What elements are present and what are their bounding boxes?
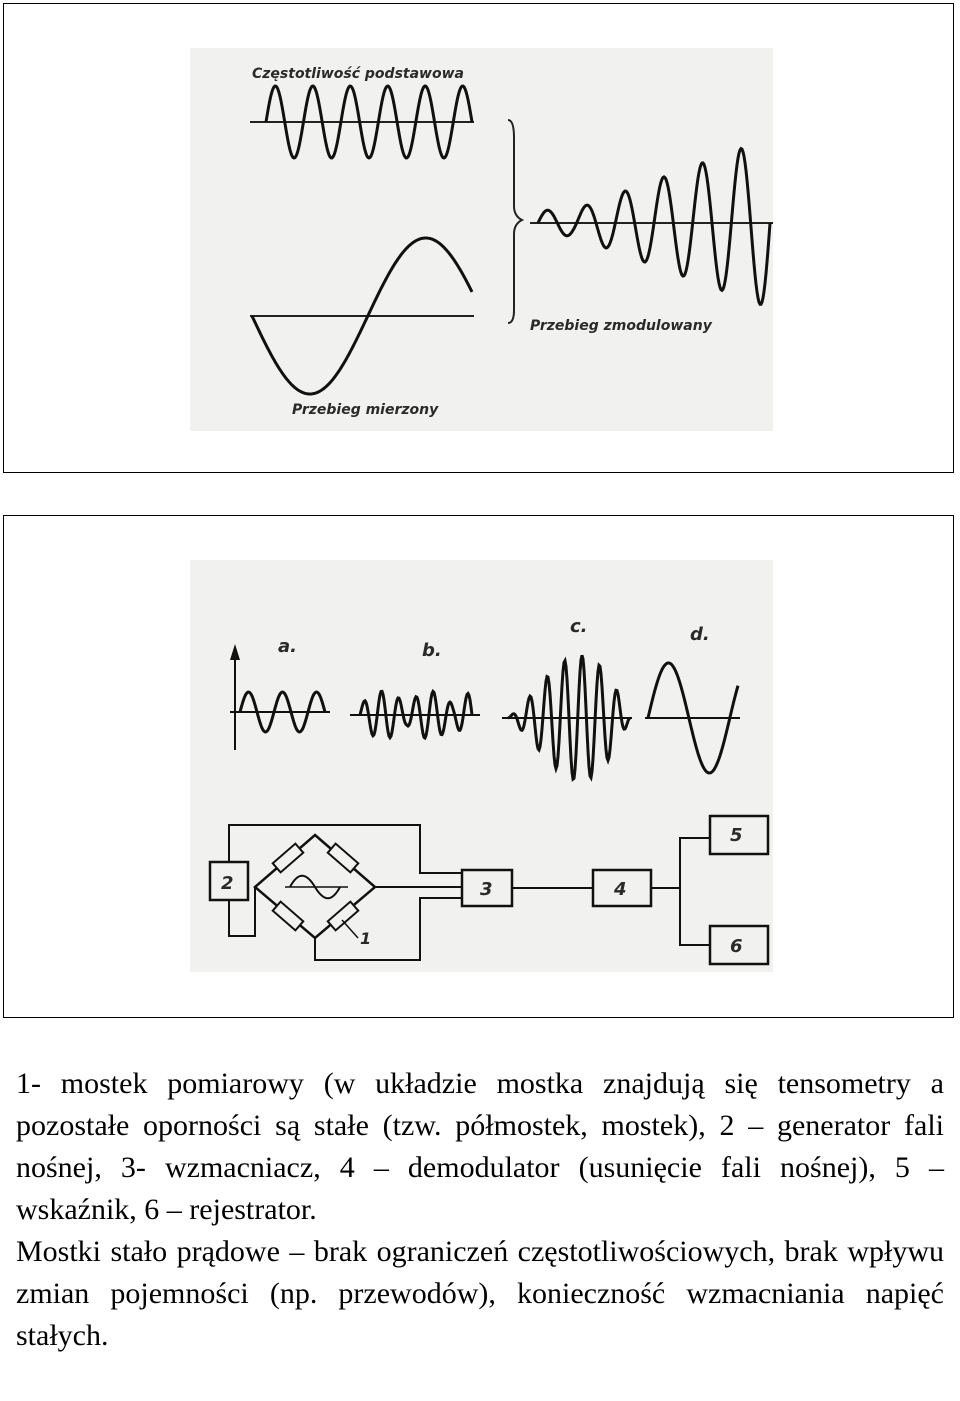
figure-1-scan — [190, 48, 773, 431]
figure-2-scan — [190, 560, 773, 972]
bridge-pointer — [342, 920, 358, 938]
resistor-icon — [328, 902, 359, 931]
figure-2-frame — [3, 515, 954, 1018]
modulation-diagram — [190, 48, 773, 431]
block-5-label: 5 — [730, 825, 743, 846]
caption-paragraph-1: 1- mostek pomiarowy (w układzie mostka znajdują się tensometry a pozostałe oporności są stałe (tzw. półmostek, mostek), 2 – generator fali nośnej, 3- wzmacniacz, 4 – demodulator (usunięcie fali nośnej), 5 – wskaźnik, 6 – rejestrator. — [16, 1067, 944, 1226]
wave-b-label: b. — [422, 640, 442, 661]
brace-connector — [508, 120, 522, 323]
resistor-icon — [273, 902, 304, 931]
wave-c-label: c. — [570, 616, 588, 637]
modulated-wave — [538, 149, 770, 305]
carrier-label: Częstotliwość podstawowa — [252, 66, 464, 82]
measured-label: Przebieg mierzony — [292, 402, 439, 418]
caption-text — [16, 1063, 944, 1357]
block-1-label: 1 — [360, 929, 372, 948]
caption-paragraph-2: Mostki stało prądowe – brak ograniczeń częstotliwościowych, brak wpływu zmian pojemności (np. przewodów), konieczność wzmacniania napięć stałych. — [16, 1235, 944, 1352]
block-4-label: 4 — [614, 879, 627, 900]
wave-c — [508, 655, 630, 779]
wave-a-label: a. — [278, 636, 297, 657]
wire-left — [229, 887, 255, 936]
block-6-label: 6 — [730, 936, 743, 957]
modulated-label: Przebieg zmodulowany — [530, 318, 712, 334]
resistor-icon — [273, 844, 304, 873]
wire-to-recorder — [680, 888, 710, 945]
arrow-up-icon — [230, 644, 240, 660]
block-2-label: 2 — [221, 873, 234, 894]
block-3-label: 3 — [480, 879, 493, 900]
figure-1-frame — [3, 3, 954, 473]
wave-d-label: d. — [690, 624, 710, 645]
resistor-icon — [328, 844, 359, 873]
bridge-circuit-diagram — [190, 560, 773, 972]
wire-to-indicator — [651, 838, 710, 888]
